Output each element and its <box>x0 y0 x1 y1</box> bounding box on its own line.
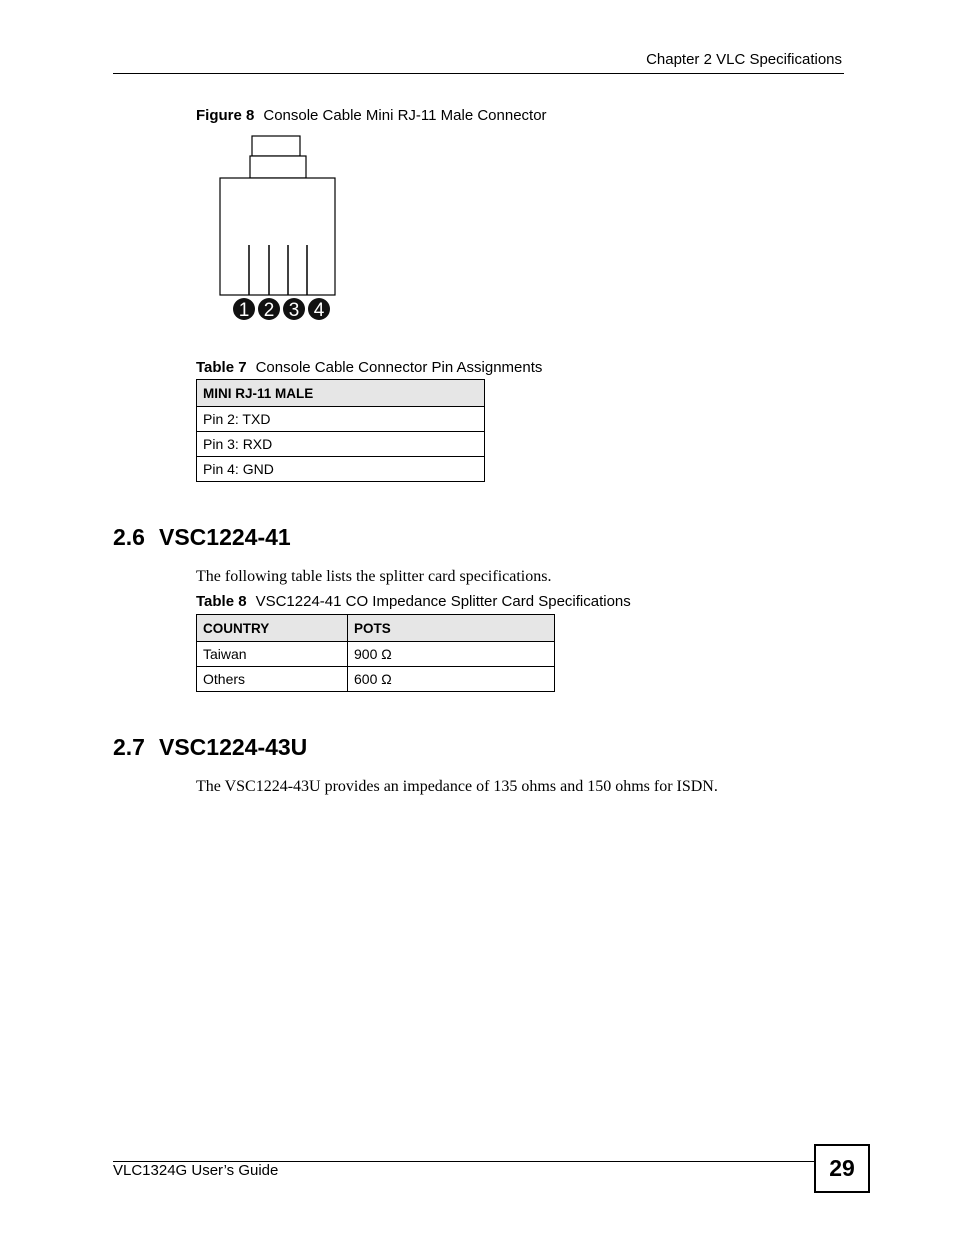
column-header-country: COUNTRY <box>197 615 348 642</box>
column-header-pots: POTS <box>348 615 555 642</box>
table-header-row <box>197 380 485 407</box>
section-heading-2-7 <box>113 734 307 761</box>
page-number: 29 <box>814 1144 870 1193</box>
connector-latch-base <box>250 156 306 178</box>
table-row <box>197 667 555 692</box>
table8-label: Table 8 <box>196 593 247 610</box>
section-heading-2-6 <box>113 524 291 551</box>
pin-number-4-label: 4 <box>313 300 325 321</box>
section-number: 2.6 <box>113 524 145 550</box>
table-row <box>197 432 485 457</box>
connector-latch-top <box>252 136 300 156</box>
section-title: VSC1224-41 <box>158 524 291 550</box>
table-header-row <box>197 615 555 642</box>
table-row <box>197 457 485 482</box>
table-cell: 900 Ω <box>348 642 555 667</box>
figure-label: Figure 8 <box>196 107 255 124</box>
table-cell: Taiwan <box>197 642 348 667</box>
footer-guide-title: VLC1324G User’s Guide <box>113 1162 279 1179</box>
rj11-connector-diagram <box>210 130 345 325</box>
figure-title: Console Cable Mini RJ-11 Male Connector <box>263 107 547 124</box>
table-cell: Pin 2: TXD <box>197 407 485 432</box>
pin-number-1 <box>233 298 255 321</box>
pin-number-4 <box>308 298 330 321</box>
connector-body <box>220 178 335 295</box>
table-cell: Pin 4: GND <box>197 457 485 482</box>
table7-caption <box>196 359 542 376</box>
table-cell: Pin 3: RXD <box>197 432 485 457</box>
pin-number-2 <box>258 298 280 321</box>
pin-number-3-label: 3 <box>288 300 300 321</box>
table8-title: VSC1224-41 CO Impedance Splitter Card Specifications <box>255 593 631 610</box>
section-number: 2.7 <box>113 734 145 760</box>
pin-number-1-label: 1 <box>238 300 250 321</box>
section-title: VSC1224-43U <box>158 734 308 760</box>
pin-number-2-label: 2 <box>263 300 275 321</box>
splitter-spec-table <box>196 614 555 692</box>
figure-caption <box>196 107 547 124</box>
section-2-7-paragraph: The VSC1224-43U provides an impedance of 135 ohms and 150 ohms for ISDN. <box>196 778 718 795</box>
table-row <box>197 642 555 667</box>
section-2-6-paragraph: The following table lists the splitter card specifications. <box>196 568 552 585</box>
table7-title: Console Cable Connector Pin Assignments <box>255 359 543 376</box>
table-header-cell: MINI RJ-11 MALE <box>197 380 485 407</box>
pin-number-3 <box>283 298 305 321</box>
header-rule <box>113 73 844 74</box>
table-cell: Others <box>197 667 348 692</box>
running-header: Chapter 2 VLC Specifications <box>646 51 842 68</box>
table-row <box>197 407 485 432</box>
table8-caption <box>196 593 631 610</box>
pin-assignment-table <box>196 379 485 482</box>
table-cell: 600 Ω <box>348 667 555 692</box>
table7-label: Table 7 <box>196 359 247 376</box>
